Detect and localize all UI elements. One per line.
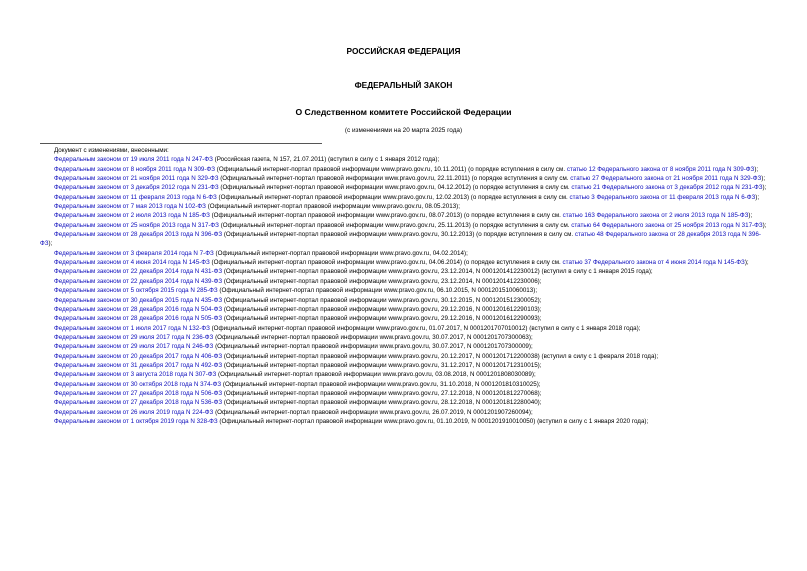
revision-date: (с изменениями на 20 марта 2025 года) bbox=[344, 127, 463, 134]
amendment-item bbox=[40, 389, 770, 398]
amendment-item bbox=[40, 370, 770, 379]
closing-punctuation: ); bbox=[755, 193, 760, 201]
amendment-item bbox=[40, 230, 770, 249]
publication-note: (Официальный интернет-портал правовой информации www.pravo.gov.ru, 30.07.2017, N 0001201707300063); bbox=[213, 333, 533, 341]
amendment-item bbox=[40, 258, 770, 267]
effective-article-link[interactable]: статью 48 Федерального закона от 28 декабря 2013 года N 396-ФЗ bbox=[40, 231, 761, 248]
publication-note: (Официальный интернет-портал правовой информации www.pravo.gov.ru, 23.12.2014, N 0001201412230006); bbox=[222, 277, 542, 285]
amending-law-link[interactable]: Федеральным законом от 27 декабря 2018 года N 536-ФЗ bbox=[54, 399, 223, 407]
publication-note: (Официальный интернет-портал правовой информации www.pravo.gov.ru, 25.11.2013) (о порядке вступления в силу см. bbox=[218, 221, 572, 229]
closing-punctuation: ); bbox=[48, 240, 53, 248]
amendment-item bbox=[40, 305, 770, 314]
amending-law-link[interactable]: Федеральным законом от 11 февраля 2013 года N 6-ФЗ bbox=[54, 193, 217, 201]
amending-law-link[interactable]: Федеральным законом от 5 октября 2015 года N 285-ФЗ bbox=[54, 287, 218, 295]
closing-punctuation: ); bbox=[762, 184, 767, 192]
publication-note: (Официальный интернет-портал правовой информации www.pravo.gov.ru, 31.12.2017, N 0001201712310015); bbox=[222, 361, 542, 369]
effective-article-link[interactable]: статью 64 Федерального закона от 25 ноября 2013 года N 317-ФЗ bbox=[571, 221, 763, 229]
amending-law-link[interactable]: Федеральным законом от 3 февраля 2014 года N 7-ФЗ bbox=[54, 249, 214, 257]
effective-article-link[interactable]: статью 37 Федерального закона от 4 июня 2014 года N 145-ФЗ bbox=[562, 259, 745, 267]
amendment-item bbox=[40, 165, 770, 174]
effective-article-link[interactable]: статью 27 Федерального закона от 21 ноября 2011 года N 329-ФЗ bbox=[570, 175, 762, 183]
amending-law-link[interactable]: Федеральным законом от 1 июля 2017 года N 132-ФЗ bbox=[54, 324, 210, 332]
publication-note: (Официальный интернет-портал правовой информации www.pravo.gov.ru, 12.02.2013) (о порядке вступления в силу см. bbox=[216, 193, 570, 201]
amendment-item bbox=[40, 174, 770, 183]
amendment-item bbox=[40, 361, 770, 370]
amendment-item bbox=[40, 267, 770, 276]
law-title: О Следственном комитете Российской Федерации bbox=[295, 107, 512, 117]
amendment-item bbox=[40, 183, 770, 192]
amendments-intro: Документ с изменениями, внесенными: bbox=[54, 147, 169, 154]
divider-line bbox=[40, 143, 322, 144]
publication-note: (Официальный интернет-портал правовой информации www.pravo.gov.ru, 20.12.2017, N 0001201712200038) (вступил в силу с 1 февраля 2018 года); bbox=[222, 352, 659, 360]
publication-note: (Официальный интернет-портал правовой информации www.pravo.gov.ru, 22.11.2011) (о порядке вступления в силу см. bbox=[218, 175, 571, 183]
amending-law-link[interactable]: Федеральным законом от 25 ноября 2013 года N 317-ФЗ bbox=[54, 221, 219, 229]
amending-law-link[interactable]: Федеральным законом от 7 мая 2013 года N 102-ФЗ bbox=[54, 203, 206, 211]
publication-note: (Официальный интернет-портал правовой информации www.pravo.gov.ru, 31.10.2018, N 0001201810310025); bbox=[221, 380, 541, 388]
amendment-item bbox=[40, 277, 770, 286]
amendment-item bbox=[40, 408, 770, 417]
publication-note: (Российская газета, N 157, 21.07.2011) (вступил в силу с 1 января 2012 года); bbox=[212, 156, 440, 164]
amending-law-link[interactable]: Федеральным законом от 3 декабря 2012 года N 231-ФЗ bbox=[54, 184, 219, 192]
publication-note: (Официальный интернет-портал правовой информации www.pravo.gov.ru, 03.08.2018, N 0001201808030089); bbox=[216, 371, 536, 379]
amending-law-link[interactable]: Федеральным законом от 21 ноября 2011 года N 329-ФЗ bbox=[54, 175, 219, 183]
amendment-item bbox=[40, 333, 770, 342]
publication-note: (Официальный интернет-портал правовой информации www.pravo.gov.ru, 27.12.2018, N 0001201812270068); bbox=[222, 389, 542, 397]
amending-law-link[interactable]: Федеральным законом от 4 июня 2014 года N 145-ФЗ bbox=[54, 259, 210, 267]
publication-note: (Официальный интернет-портал правовой информации www.pravo.gov.ru, 01.07.2017, N 0001201707010012) (вступил в силу с 1 января 2018 года); bbox=[209, 324, 641, 332]
amendment-item bbox=[40, 193, 770, 202]
law-type-heading: ФЕДЕРАЛЬНЫЙ ЗАКОН bbox=[354, 80, 453, 90]
publication-note: (Официальный интернет-портал правовой информации www.pravo.gov.ru, 08.05.2013); bbox=[205, 203, 460, 211]
amendment-item bbox=[40, 398, 770, 407]
amending-law-link[interactable]: Федеральным законом от 19 июля 2011 года N 247-ФЗ bbox=[54, 156, 213, 164]
publication-note: (Официальный интернет-портал правовой информации www.pravo.gov.ru, 01.10.2019, N 0001201910010050) (вступил в силу с 1 января 2020 года); bbox=[217, 417, 649, 425]
effective-article-link[interactable]: статью 3 Федерального закона от 11 февраля 2013 года N 6-ФЗ bbox=[569, 193, 756, 201]
publication-note: (Официальный интернет-портал правовой информации www.pravo.gov.ru, 08.07.2013) (о порядке вступления в силу см. bbox=[209, 212, 563, 220]
amendment-item bbox=[40, 296, 770, 305]
publication-note: (Официальный интернет-портал правовой информации www.pravo.gov.ru, 30.07.2017, N 0001201707300009); bbox=[213, 343, 533, 351]
amendment-item bbox=[40, 342, 770, 351]
amending-law-link[interactable]: Федеральным законом от 29 июля 2017 года N 246-ФЗ bbox=[54, 343, 214, 351]
amending-law-link[interactable]: Федеральным законом от 28 декабря 2016 года N 504-ФЗ bbox=[54, 305, 223, 313]
amending-law-link[interactable]: Федеральным законом от 28 декабря 2013 года N 396-ФЗ bbox=[54, 231, 223, 239]
amending-law-link[interactable]: Федеральным законом от 22 декабря 2014 года N 431-ФЗ bbox=[54, 268, 223, 276]
amending-law-link[interactable]: Федеральным законом от 3 августа 2018 года N 307-ФЗ bbox=[54, 371, 217, 379]
amendment-item bbox=[40, 249, 770, 258]
amendments-items bbox=[40, 155, 770, 426]
amendment-item bbox=[40, 417, 770, 426]
amendment-item bbox=[40, 155, 770, 164]
closing-punctuation: ); bbox=[754, 165, 759, 173]
amending-law-link[interactable]: Федеральным законом от 2 июля 2013 года N 185-ФЗ bbox=[54, 212, 210, 220]
amendment-item bbox=[40, 352, 770, 361]
publication-note: (Официальный интернет-портал правовой информации www.pravo.gov.ru, 04.06.2014) (о порядке вступления в силу см. bbox=[209, 259, 563, 267]
publication-note: (Официальный интернет-портал правовой информации www.pravo.gov.ru, 06.10.2015, N 0001201510060013); bbox=[217, 287, 538, 295]
amending-law-link[interactable]: Федеральным законом от 30 октября 2018 года N 374-ФЗ bbox=[54, 380, 222, 388]
amending-law-link[interactable]: Федеральным законом от 28 декабря 2016 года N 505-ФЗ bbox=[54, 315, 223, 323]
amendment-item bbox=[40, 380, 770, 389]
publication-note: (Официальный интернет-портал правовой информации www.pravo.gov.ru, 30.12.2013) (о порядке вступления в силу см. bbox=[222, 231, 575, 239]
amending-law-link[interactable]: Федеральным законом от 26 июля 2019 года N 224-ФЗ bbox=[54, 408, 214, 416]
effective-article-link[interactable]: статью 12 Федерального закона от 8 ноября 2011 года N 309-ФЗ bbox=[566, 165, 755, 173]
publication-note: (Официальный интернет-портал правовой информации www.pravo.gov.ru, 23.12.2014, N 0001201412230012) (вступил в силу с 1 января 2015 года); bbox=[222, 268, 653, 276]
amendment-item bbox=[40, 286, 770, 295]
amending-law-link[interactable]: Федеральным законом от 22 декабря 2014 года N 439-ФЗ bbox=[54, 277, 223, 285]
effective-article-link[interactable]: статью 21 Федерального закона от 3 декабря 2012 года N 231-ФЗ bbox=[571, 184, 763, 192]
publication-note: (Официальный интернет-портал правовой информации www.pravo.gov.ru, 10.11.2011) (о порядке вступления в силу см. bbox=[215, 165, 567, 173]
closing-punctuation: ); bbox=[744, 259, 749, 267]
publication-note: (Официальный интернет-портал правовой информации www.pravo.gov.ru, 04.12.2012) (о порядке вступления в силу см. bbox=[218, 184, 572, 192]
publication-note: (Официальный интернет-портал правовой информации www.pravo.gov.ru, 04.02.2014); bbox=[213, 249, 468, 257]
publication-note: (Официальный интернет-портал правовой информации www.pravo.gov.ru, 28.12.2018, N 0001201812280040); bbox=[222, 399, 542, 407]
amending-law-link[interactable]: Федеральным законом от 20 декабря 2017 года N 406-ФЗ bbox=[54, 352, 223, 360]
amending-law-link[interactable]: Федеральным законом от 1 октября 2019 года N 328-ФЗ bbox=[54, 417, 218, 425]
publication-note: (Официальный интернет-портал правовой информации www.pravo.gov.ru, 29.12.2016, N 0001201612290093); bbox=[222, 315, 542, 323]
publication-note: (Официальный интернет-портал правовой информации www.pravo.gov.ru, 29.12.2016, N 0001201612290103); bbox=[222, 305, 542, 313]
amending-law-link[interactable]: Федеральным законом от 29 июля 2017 года N 236-ФЗ bbox=[54, 333, 214, 341]
amending-law-link[interactable]: Федеральным законом от 31 декабря 2017 года N 492-ФЗ bbox=[54, 361, 223, 369]
country-heading: РОССИЙСКАЯ ФЕДЕРАЦИЯ bbox=[346, 46, 461, 56]
amendment-item bbox=[40, 211, 770, 220]
publication-note: (Официальный интернет-портал правовой информации www.pravo.gov.ru, 30.12.2015, N 0001201512300052); bbox=[222, 296, 542, 304]
closing-punctuation: ); bbox=[761, 175, 766, 183]
amendment-item bbox=[40, 314, 770, 323]
amending-law-link[interactable]: Федеральным законом от 27 декабря 2018 года N 506-ФЗ bbox=[54, 389, 223, 397]
amendment-item bbox=[40, 221, 770, 230]
amending-law-link[interactable]: Федеральным законом от 30 декабря 2015 года N 435-ФЗ bbox=[54, 296, 223, 304]
effective-article-link[interactable]: статью 163 Федерального закона от 2 июля 2013 года N 185-ФЗ bbox=[562, 212, 749, 220]
closing-punctuation: ); bbox=[748, 212, 753, 220]
amendment-item bbox=[40, 202, 770, 211]
amendments-list bbox=[40, 146, 770, 426]
publication-note: (Официальный интернет-портал правовой информации www.pravo.gov.ru, 26.07.2019, N 0001201907260094); bbox=[213, 408, 533, 416]
amendment-item bbox=[40, 324, 770, 333]
closing-punctuation: ); bbox=[762, 221, 767, 229]
amending-law-link[interactable]: Федеральным законом от 8 ноября 2011 года N 309-ФЗ bbox=[54, 165, 215, 173]
